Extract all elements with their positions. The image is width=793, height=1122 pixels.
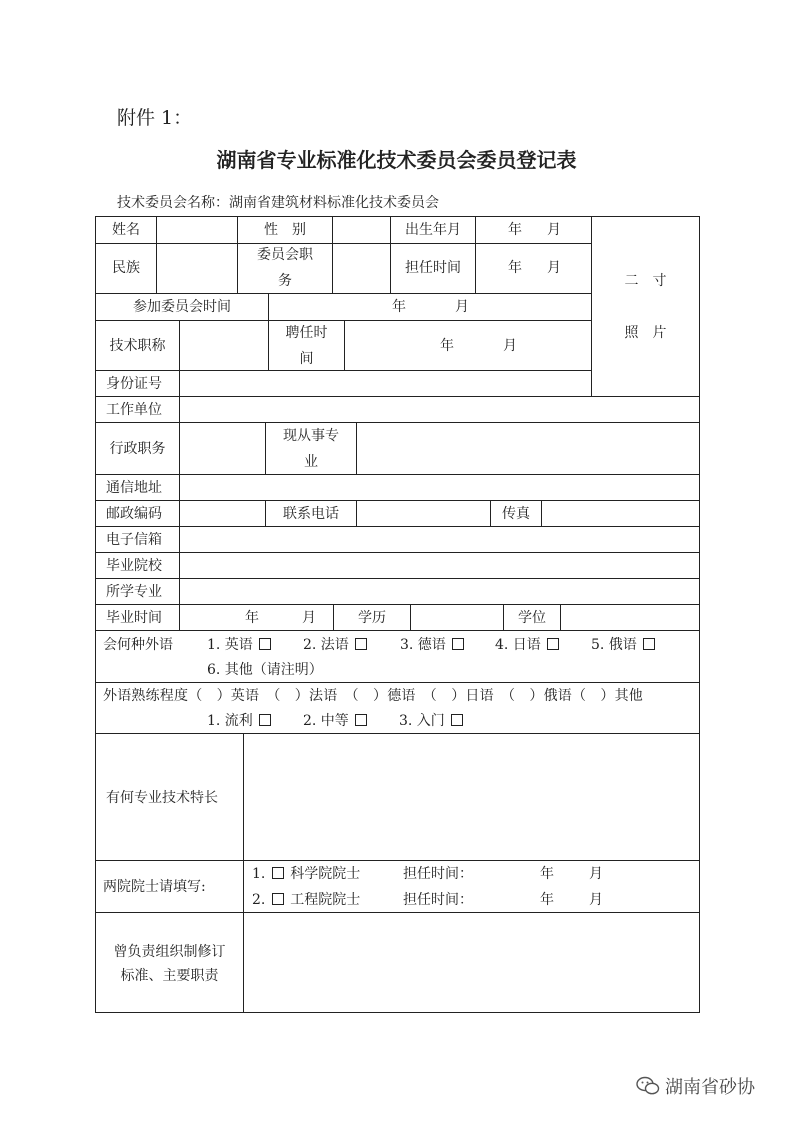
proficiency-medium-option[interactable]: 2. 中等	[303, 713, 369, 729]
form-title: 湖南省专业标准化技术委员会委员登记表	[216, 148, 577, 172]
expertise-label: 有何专业技术特长	[106, 790, 218, 806]
phone-label: 联系电话	[283, 506, 339, 522]
photo-size-label: 二 寸	[624, 273, 667, 289]
join-month-label: 月	[455, 299, 469, 315]
checkbox[interactable]	[355, 714, 367, 726]
sciences-month-label: 月	[589, 866, 603, 882]
watermark: 湖南省砂协	[635, 1073, 755, 1099]
name-label: 姓名	[112, 222, 140, 238]
engineering-month-label: 月	[589, 892, 603, 908]
grad-year-label: 年	[245, 610, 259, 626]
proficiency-fluent-option[interactable]: 1. 流利	[207, 713, 273, 729]
lang-japanese-option[interactable]: 4. 日语	[495, 637, 561, 653]
photo-label: 照 片	[624, 325, 667, 341]
degree-label: 学位	[518, 610, 546, 626]
id-card-label: 身份证号	[106, 376, 162, 392]
attachment-label: 附件 1：	[117, 107, 193, 129]
ethnicity-label: 民族	[112, 260, 140, 276]
education-label: 学历	[358, 610, 386, 626]
join-year-label: 年	[392, 299, 406, 315]
academician-label: 两院院士请填写:	[103, 879, 206, 895]
academy-sciences-option[interactable]: 1. 科学院院士	[252, 866, 361, 882]
proficiency-basic-option[interactable]: 3. 入门	[399, 713, 465, 729]
academy-engineering-option[interactable]: 2. 工程院院士	[252, 892, 361, 908]
employer-label: 工作单位	[106, 402, 162, 418]
join-time-label: 参加委员会时间	[133, 299, 231, 315]
specialty-label-cont: 业	[304, 454, 318, 470]
school-label: 毕业院校	[106, 558, 162, 574]
email-label: 电子信箱	[106, 532, 162, 548]
standards-label: 曾负责组织制修订	[113, 944, 226, 960]
grad-month-label: 月	[302, 610, 316, 626]
checkbox[interactable]	[452, 638, 464, 650]
term-label: 担任时间	[405, 260, 461, 276]
birth-month-label: 月	[547, 222, 561, 238]
address-label: 通信地址	[106, 480, 162, 496]
term-month-label: 月	[547, 260, 561, 276]
lang-russian-option[interactable]: 5. 俄语	[591, 637, 657, 653]
sciences-year-label: 年	[540, 866, 554, 882]
checkbox[interactable]	[272, 867, 284, 879]
appoint-month-label: 月	[503, 338, 517, 354]
languages-label: 会何种外语	[103, 637, 173, 653]
birth-label: 出生年月	[405, 222, 461, 238]
standards-label-cont: 标准、主要职责	[120, 968, 219, 984]
tech-title-label: 技术职称	[109, 338, 166, 354]
lang-french-option[interactable]: 2. 法语	[303, 637, 369, 653]
wechat-icon	[635, 1076, 661, 1096]
grad-time-label: 毕业时间	[106, 610, 162, 626]
proficiency-line: 外语熟练程度（ ）英语 （ ）法语 （ ）德语 （ ）日语 （ ）俄语（ ）其他	[103, 688, 643, 704]
gender-label: 性 别	[264, 222, 306, 238]
postcode-label: 邮政编码	[106, 506, 162, 522]
academy-engineering-term-label: 担任时间：	[403, 892, 473, 908]
engineering-year-label: 年	[540, 892, 554, 908]
checkbox[interactable]	[451, 714, 463, 726]
checkbox[interactable]	[259, 714, 271, 726]
lang-german-option[interactable]: 3. 德语	[400, 637, 466, 653]
committee-position-label: 委员会职	[257, 247, 313, 263]
lang-english-option[interactable]: 1. 英语	[207, 637, 273, 653]
specialty-label: 现从事专	[283, 428, 339, 444]
appoint-year-label: 年	[440, 338, 454, 354]
checkbox[interactable]	[547, 638, 559, 650]
checkbox[interactable]	[355, 638, 367, 650]
committee-name: 技术委员会名称：湖南省建筑材料标准化技术委员会	[117, 195, 439, 211]
lang-other-option: 6. 其他（请注明）	[207, 662, 323, 678]
term-year-label: 年	[508, 260, 522, 276]
admin-post-label: 行政职务	[109, 441, 166, 457]
checkbox[interactable]	[259, 638, 271, 650]
checkbox[interactable]	[272, 893, 284, 905]
birth-year-label: 年	[508, 222, 522, 238]
appointment-label: 聘任时	[285, 325, 328, 341]
committee-position-label-cont: 务	[278, 273, 292, 289]
academy-sciences-term-label: 担任时间：	[403, 866, 473, 882]
appointment-label-cont: 间	[299, 351, 314, 367]
major-label: 所学专业	[106, 584, 162, 600]
fax-label: 传真	[502, 506, 530, 522]
checkbox[interactable]	[643, 638, 655, 650]
